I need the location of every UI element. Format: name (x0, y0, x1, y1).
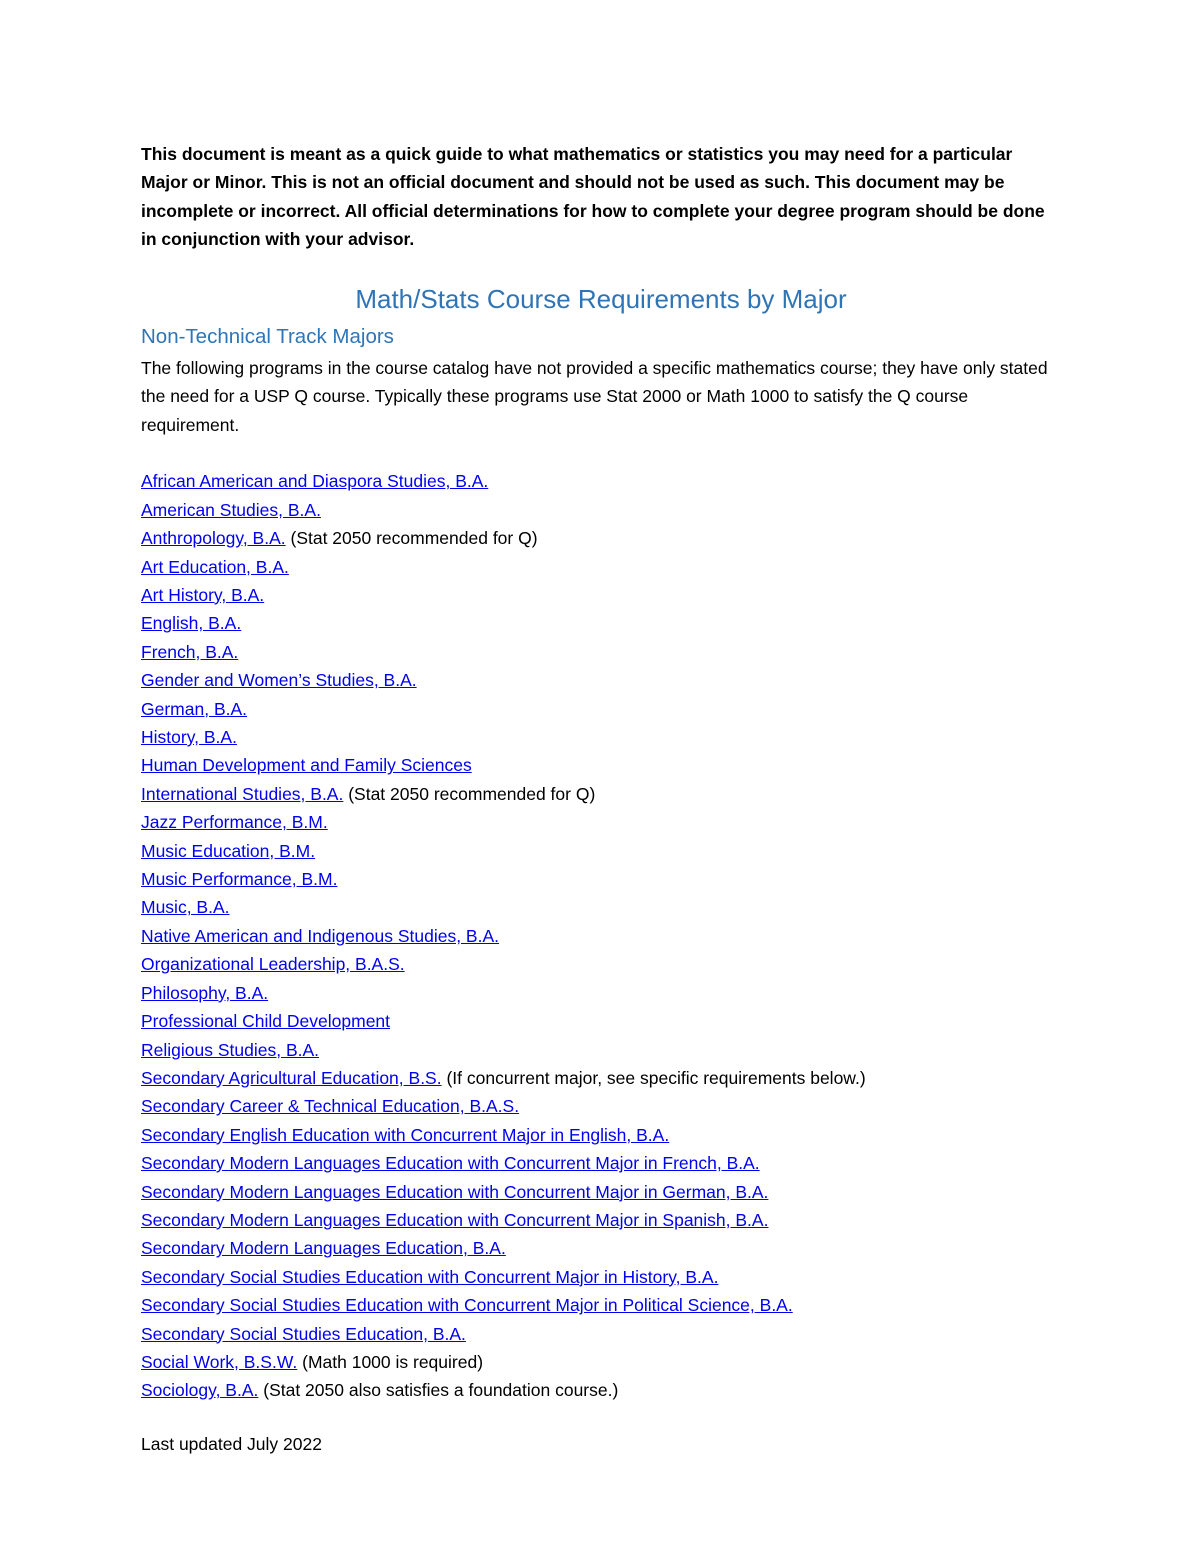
program-link[interactable]: German, B.A. (141, 698, 248, 719)
program-list-item (141, 695, 1061, 723)
program-list-item (141, 751, 1061, 779)
program-list-item (141, 496, 1061, 524)
program-link[interactable]: Jazz Performance, B.M. (141, 812, 328, 833)
intro-paragraph: This document is meant as a quick guide to what mathematics or statistics you may need for a particular Major or Minor. This is not an official document and should not be used as such. This document may be incomplete or incorrect. All official determinations for how to complete your degree program should be done in conjunction with your advisor. (141, 144, 1045, 249)
program-list-item (141, 893, 1061, 921)
program-link[interactable]: International Studies, B.A. (141, 783, 344, 804)
program-list-item (141, 1007, 1061, 1035)
page-title: Math/Stats Course Requirements by Major (355, 284, 847, 315)
program-link[interactable]: Secondary English Education with Concurrent Major in English, B.A. (141, 1124, 670, 1145)
program-link[interactable]: Art Education, B.A. (141, 556, 289, 577)
program-list-item (141, 950, 1061, 978)
program-list-item (141, 1149, 1061, 1177)
program-list-item (141, 1291, 1061, 1319)
program-link[interactable]: Religious Studies, B.A. (141, 1039, 320, 1060)
program-list-item (141, 1234, 1061, 1262)
program-list-item (141, 1036, 1061, 1064)
program-link[interactable]: Secondary Social Studies Education with Concurrent Major in History, B.A. (141, 1266, 719, 1287)
last-updated: Last updated July 2022 (141, 1433, 322, 1454)
program-list-item (141, 1320, 1061, 1348)
section-description: The following programs in the course catalog have not provided a specific mathematics course; they have only stated the need for a USP Q course. Typically these programs use Stat 2000 or Math 1000 to satisfy the Q course requirement. (141, 358, 1048, 435)
program-link[interactable]: Gender and Women’s Studies, B.A. (141, 670, 417, 691)
program-list-item (141, 1092, 1061, 1120)
program-note: (Stat 2050 also satisfies a foundation course.) (258, 1380, 619, 1401)
program-list-item (141, 1263, 1061, 1291)
program-link[interactable]: Music, B.A. (141, 897, 230, 918)
program-list-item (141, 922, 1061, 950)
program-list-item (141, 865, 1061, 893)
program-link[interactable]: Art History, B.A. (141, 585, 265, 605)
program-link[interactable]: Human Development and Family Sciences (141, 755, 472, 776)
program-list (141, 439, 1061, 1405)
program-note: (Math 1000 is required) (297, 1351, 484, 1372)
program-list-item (141, 666, 1061, 694)
program-list-item (141, 609, 1061, 637)
program-link[interactable]: History, B.A. (141, 727, 237, 748)
program-link[interactable]: Secondary Agricultural Education, B.S. (141, 1067, 442, 1088)
program-list-item (141, 1064, 1061, 1092)
program-link[interactable]: Secondary Social Studies Education, B.A. (141, 1323, 466, 1344)
program-link[interactable]: English, B.A. (141, 613, 242, 634)
program-link[interactable]: Secondary Social Studies Education with Concurrent Major in Political Science, B.A. (141, 1295, 793, 1316)
program-list-item (141, 808, 1061, 836)
program-link[interactable]: Philosophy, B.A. (141, 982, 269, 1003)
program-link[interactable]: Native American and Indigenous Studies, B.A. (141, 925, 499, 946)
program-list-item (141, 467, 1061, 495)
program-link[interactable]: Secondary Modern Languages Education, B.A. (141, 1238, 506, 1259)
program-list-item (141, 1178, 1061, 1206)
program-link[interactable]: Music Education, B.M. (141, 840, 316, 861)
program-link[interactable]: American Studies, B.A. (141, 499, 321, 520)
program-list-item (141, 837, 1061, 865)
program-link[interactable]: French, B.A. (141, 641, 239, 662)
program-note: (If concurrent major, see specific requirements below.) (441, 1067, 866, 1088)
program-list-item (141, 524, 1061, 552)
program-link[interactable]: Social Work, B.S.W. (141, 1351, 298, 1372)
program-list-item (141, 723, 1061, 751)
document-page (141, 140, 1061, 1458)
program-link[interactable]: Sociology, B.A. (141, 1380, 259, 1401)
program-link[interactable]: Organizational Leadership, B.A.S. (141, 954, 405, 975)
program-link[interactable]: Anthropology, B.A. (141, 528, 286, 549)
program-list-item (141, 553, 1061, 581)
program-list-item (141, 581, 1061, 609)
program-note: (Stat 2050 recommended for Q) (285, 528, 538, 549)
program-link[interactable]: Music Performance, B.M. (141, 869, 338, 890)
program-list-item (141, 780, 1061, 808)
section-title: Non-Technical Track Majors (141, 325, 394, 349)
program-list-item (141, 1206, 1061, 1234)
program-link[interactable]: Professional Child Development (141, 1011, 391, 1032)
program-list-item (141, 1121, 1061, 1149)
program-list-item (141, 1376, 1061, 1404)
program-note: (Stat 2050 recommended for Q) (343, 783, 596, 804)
program-link[interactable]: Secondary Modern Languages Education with Concurrent Major in Spanish, B.A. (141, 1209, 769, 1230)
program-list-item (141, 1348, 1061, 1376)
program-link[interactable]: Secondary Modern Languages Education with Concurrent Major in German, B.A. (141, 1181, 769, 1202)
program-link[interactable]: Secondary Career & Technical Education, B.A.S. (141, 1096, 520, 1117)
program-list-item (141, 638, 1061, 666)
program-link[interactable]: Secondary Modern Languages Education with Concurrent Major in French, B.A. (141, 1153, 760, 1174)
program-list-item (141, 979, 1061, 1007)
program-link[interactable]: African American and Diaspora Studies, B.A. (141, 471, 489, 492)
